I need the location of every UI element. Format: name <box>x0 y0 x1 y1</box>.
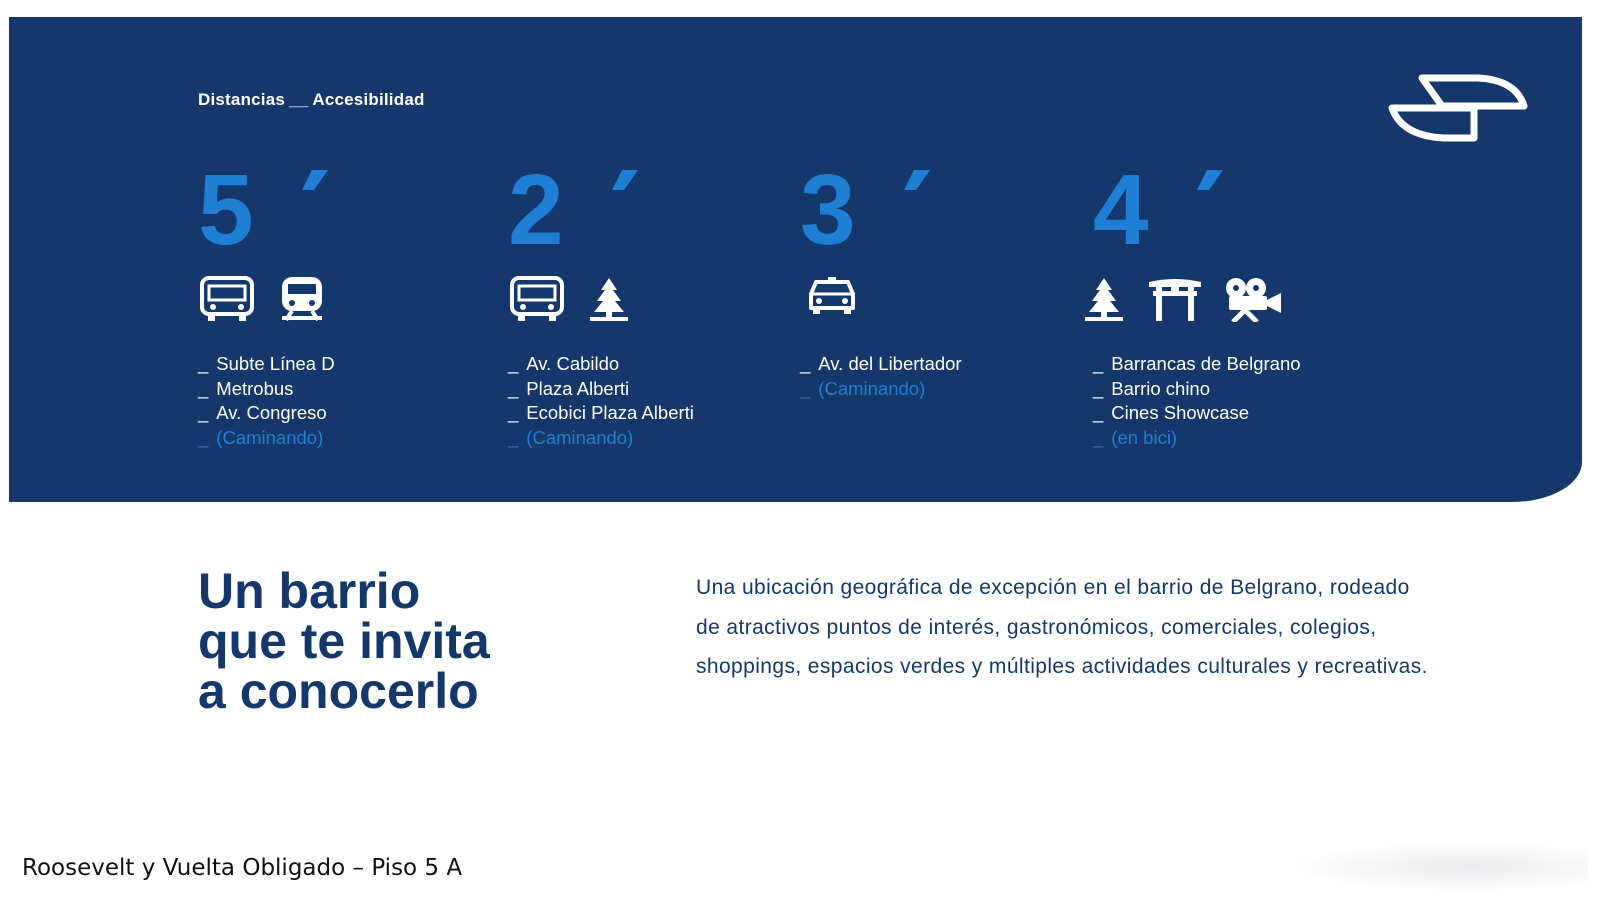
list-item: _ Cines Showcase <box>1093 402 1250 423</box>
train-icon <box>276 276 328 322</box>
distance-column-4 <box>1093 154 1301 448</box>
transport-icons <box>508 276 632 322</box>
header-accesibilidad: Accesibilidad <box>312 90 425 109</box>
minutes-value: 2 <box>508 160 564 260</box>
background-smudge <box>1288 842 1588 892</box>
minutes-value: 4 <box>1093 160 1149 260</box>
place-icons <box>1081 276 1285 322</box>
bus-icon <box>508 276 566 322</box>
header-separator: __ <box>289 90 309 109</box>
chinese-gate-icon <box>1147 276 1203 322</box>
list-item: _ Barrancas de Belgrano <box>1093 353 1301 374</box>
travel-mode-note: _ (Caminando) <box>800 377 926 399</box>
tree-icon <box>1081 276 1127 322</box>
list-item: _ Plaza Alberti <box>508 377 630 399</box>
destination-list <box>1093 352 1301 450</box>
list-item: _ Barrio chino <box>1093 377 1211 399</box>
tree-icon <box>586 276 632 322</box>
distance-column-3 <box>800 154 962 399</box>
car-icon <box>806 276 858 316</box>
destination-list <box>198 352 335 450</box>
section-header <box>198 90 425 110</box>
film-camera-icon <box>1223 276 1285 322</box>
headline-line-1: Un barrio <box>198 563 421 619</box>
distance-column-1 <box>198 154 335 448</box>
page-headline <box>198 563 490 719</box>
destination-list <box>508 352 694 450</box>
minutes-value: 5 <box>198 160 254 260</box>
destination-list <box>800 352 962 401</box>
minute-mark-icon <box>608 170 638 190</box>
list-item: _ Av. Cabildo <box>508 353 620 374</box>
travel-mode-note: _ (Caminando) <box>508 426 634 448</box>
neighborhood-description: Una ubicación geográfica de excepción en el barrio de Belgrano, rodeado de atractivos puntos de interés, gastronómicos, comerciales, colegios, shoppings, espacios verdes y múltiples actividades culturales y recreativas. <box>696 576 1428 678</box>
minute-mark-icon <box>1193 170 1223 190</box>
address-footer: Roosevelt y Vuelta Obligado – Piso 5 A <box>22 855 463 881</box>
minute-mark-icon <box>900 170 930 190</box>
bus-icon <box>198 276 256 322</box>
transport-icons <box>806 276 858 316</box>
list-item: _ Av. del Libertador <box>800 353 962 374</box>
distance-column-2 <box>508 154 694 448</box>
travel-mode-note: _ (Caminando) <box>198 426 324 448</box>
header-distancias: Distancias <box>198 90 286 109</box>
minutes-value: 3 <box>800 160 856 260</box>
list-item: _ Subte Línea D <box>198 353 335 374</box>
headline-line-3: a conocerlo <box>198 663 479 719</box>
list-item: _ Av. Congreso <box>198 402 327 423</box>
transport-icons <box>198 276 328 322</box>
travel-mode-note: _ (en bici) <box>1093 426 1178 448</box>
list-item: _ Ecobici Plaza Alberti <box>508 402 694 423</box>
headline-line-2: que te invita <box>198 613 490 669</box>
brand-logo-icon <box>1388 72 1528 144</box>
minute-mark-icon <box>298 170 328 190</box>
list-item: _ Metrobus <box>198 377 294 399</box>
